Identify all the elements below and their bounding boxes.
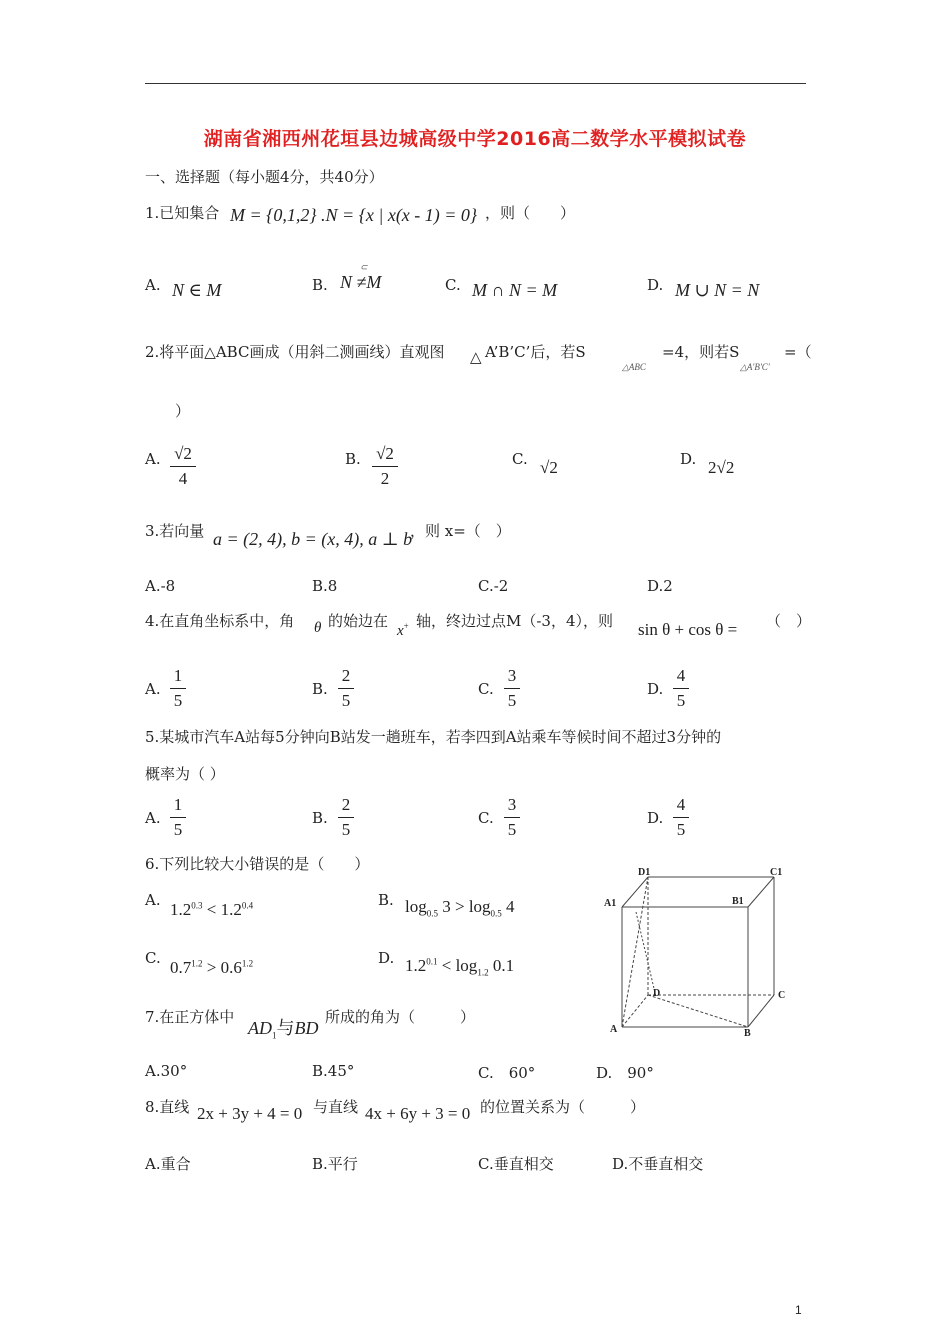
q4-tail: （ ） <box>766 612 812 630</box>
q2-d-label: D. <box>680 450 697 468</box>
q2-stem: 2.将平面△ABC画成（用斜二测画线）直观图 <box>145 343 445 361</box>
q5-line1: 5.某城市汽车A站每5分钟向B站发一趟班车，若李四到A站乘车等候时间不超过3分钟的 <box>145 728 722 746</box>
q2-b-den: 2 <box>380 469 390 488</box>
q3-math: a = (2, 4), b = (x, 4), a ⊥ b <box>213 529 413 549</box>
q6-c-label: C. <box>145 949 161 967</box>
q6-d: $1.2^{0.1} < \log_{1.2} 0.1$ <box>405 956 515 978</box>
q5-d-frac: 4 5 <box>673 795 689 840</box>
q8-mid: 与直线 <box>313 1098 359 1116</box>
cube-figure <box>600 862 800 1042</box>
q3-a: A.-8 <box>145 577 176 595</box>
page-number: 1 <box>795 1303 802 1317</box>
q2-c-label: C. <box>512 450 528 468</box>
q2-triangle: △ <box>470 348 482 366</box>
q4-mid: 的始边在 <box>328 612 389 630</box>
q5-b-frac: 2 5 <box>338 795 354 840</box>
q2-mid: A’B’C’后，若S <box>485 343 586 361</box>
q4-b-frac: 2 5 <box>338 666 354 711</box>
q2-close: ） <box>175 402 191 420</box>
q5-b-label: B. <box>312 809 328 827</box>
cube-label-a: A <box>610 1024 618 1035</box>
q2-a-frac <box>170 444 196 489</box>
q1-a: N ∈ M <box>172 280 222 300</box>
q3-tail: ，则 x=（ ） <box>410 522 511 540</box>
q8-stem: 8.直线 <box>145 1098 190 1116</box>
q2-b-num: √2 <box>376 444 394 463</box>
cube-label-b1: B1 <box>732 896 744 907</box>
section-heading: 一、选择题（每小题4分，共40分） <box>145 168 384 186</box>
q1-a-label: A. <box>145 276 161 294</box>
q6-d-label: D. <box>378 949 395 967</box>
q7-math: $AD_1$与BD <box>248 1018 319 1041</box>
q1-c: M ∩ N = M <box>472 280 558 300</box>
q5-a-label: A. <box>145 809 161 827</box>
q2-mid2: =4，则若S <box>662 343 740 361</box>
q7-c: C. 60° <box>478 1064 536 1082</box>
q2-a-den: 4 <box>178 469 188 488</box>
q1-c-label: C. <box>445 276 461 294</box>
q4-mid2: 轴，终边过点M（-3，4），则 <box>416 612 614 630</box>
cube-label-b: B <box>744 1028 751 1039</box>
q5-c-label: C. <box>478 809 494 827</box>
q8-c: C.垂直相交 <box>478 1155 554 1173</box>
q1-stem: 1.已知集合 <box>145 204 220 222</box>
q4-a-label: A. <box>145 680 161 698</box>
q7-a: A.30° <box>145 1062 188 1080</box>
cube-label-c1: C1 <box>770 867 783 878</box>
q1-math: M = {0,1,2} .N = {x | x(x - 1) = 0} <box>230 205 478 225</box>
q7-d: D. 90° <box>596 1064 654 1082</box>
q8-a: A.重合 <box>145 1155 191 1173</box>
q4-b-label: B. <box>312 680 328 698</box>
q6-a: $1.2^{0.3} < 1.2^{0.4}$ <box>170 900 254 919</box>
q4-theta: θ <box>314 620 322 636</box>
q1-b-top: ⊂ <box>360 262 368 272</box>
q8-d: D.不垂直相交 <box>612 1155 704 1173</box>
cube-label-a1: A1 <box>604 898 617 909</box>
q4-c-label: C. <box>478 680 494 698</box>
q1-d-label: D. <box>647 276 664 294</box>
q6-c: $0.7^{1.2} > 0.6^{1.2}$ <box>170 958 254 977</box>
q2-sub2: △A'B'C' <box>740 362 770 372</box>
q4-c-frac: 3 5 <box>504 666 520 711</box>
q2-b-frac <box>372 444 398 489</box>
q8-b: B.平行 <box>312 1155 358 1173</box>
q1-tail: ，则（ ） <box>485 204 576 222</box>
q7-b: B.45° <box>312 1062 355 1080</box>
q1-b: N ≠M <box>340 272 382 292</box>
q2-sub1: △ABC <box>622 362 646 372</box>
q7-tail: 所成的角为（ ） <box>325 1008 476 1026</box>
page-title: 湖南省湘西州花垣县边城高级中学2016高二数学水平模拟试卷 <box>203 128 747 150</box>
q2-tail: =（ <box>784 343 812 361</box>
cube-label-c: C <box>778 990 786 1001</box>
top-rule <box>145 83 806 84</box>
cube-label-d: D <box>653 988 661 999</box>
q4-x-sup: + <box>403 621 409 631</box>
q2-b-label: B. <box>345 450 361 468</box>
q3-b: B.8 <box>312 577 338 595</box>
q5-d-label: D. <box>647 809 664 827</box>
q4-x: x+ <box>397 621 409 639</box>
q8-line2: 4x + 6y + 3 = 0 <box>365 1104 471 1123</box>
q8-tail: 的位置关系为（ ） <box>480 1098 646 1116</box>
q5-c-frac: 3 5 <box>504 795 520 840</box>
q2-d: 2√2 <box>708 458 735 477</box>
q6-b: $\log_{0.5} 3 > \log_{0.5} 4$ <box>405 897 515 919</box>
q3-d: D.2 <box>647 577 673 595</box>
q3-stem: 3.若向量 <box>145 522 205 540</box>
q2-c: √2 <box>540 458 558 477</box>
q8-line1: 2x + 3y + 4 = 0 <box>197 1104 303 1123</box>
q7-stem: 7.在正方体中 <box>145 1008 235 1026</box>
q2-a-num: √2 <box>174 444 192 463</box>
q6-b-label: B. <box>378 891 394 909</box>
q4-a-frac: 1 5 <box>170 666 186 711</box>
q3-c: C.-2 <box>478 577 509 595</box>
q4-math: sin θ + cos θ = <box>638 620 738 639</box>
q4-d-label: D. <box>647 680 664 698</box>
q6-stem: 6.下列比较大小错误的是（ ） <box>145 855 370 873</box>
q1-d: M ∪ N = N <box>675 280 760 300</box>
q4-d-frac: 4 5 <box>673 666 689 711</box>
q4-stem: 4.在直角坐标系中，角 <box>145 612 295 630</box>
q2-a-label: A. <box>145 450 161 468</box>
q5-line2: 概率为（ ） <box>145 765 225 783</box>
q1-b-label: B. <box>312 276 328 294</box>
q6-a-label: A. <box>145 891 161 909</box>
cube-label-d1: D1 <box>638 867 651 878</box>
q5-a-frac: 1 5 <box>170 795 186 840</box>
